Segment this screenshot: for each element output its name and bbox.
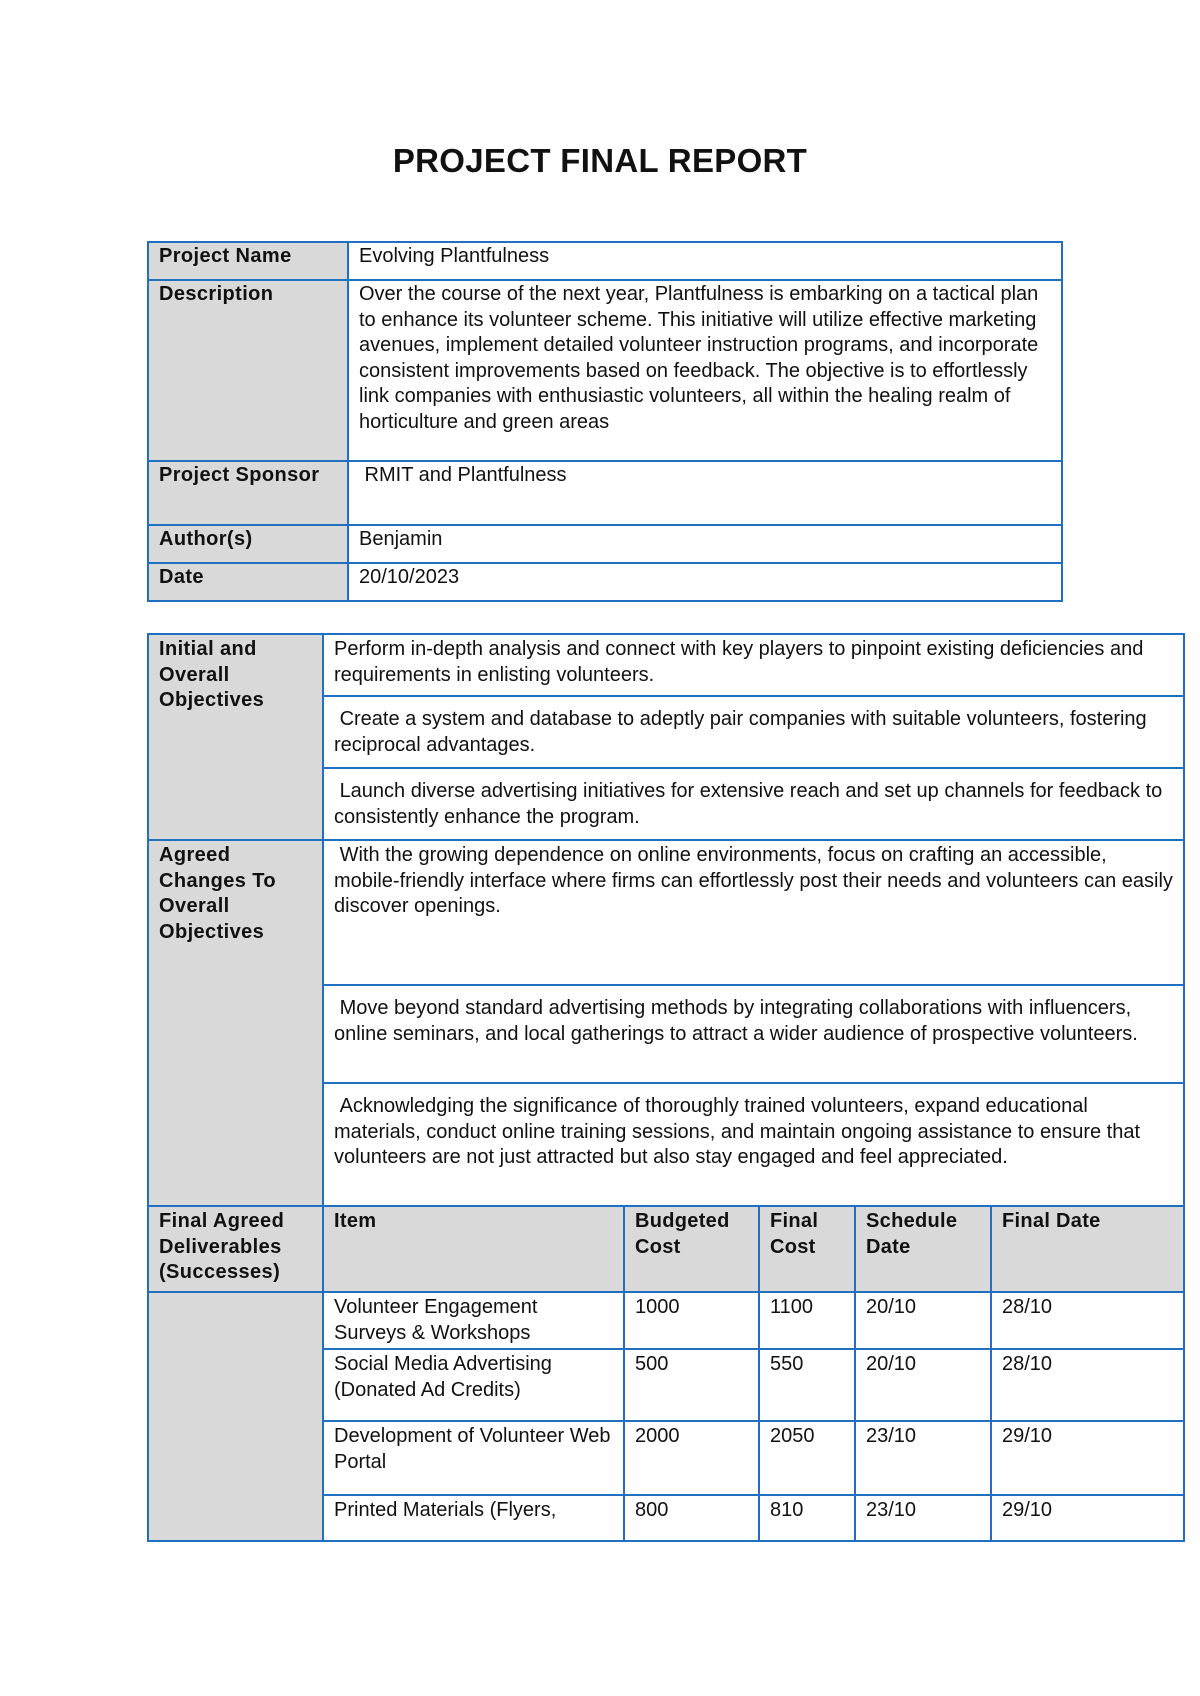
date-value: 20/10/2023 (348, 563, 1062, 601)
project-info-table (147, 241, 1063, 602)
authors-label: Author(s) (148, 525, 348, 563)
table-row (148, 242, 1062, 280)
col-header-final-cost: Final Cost (759, 1206, 855, 1292)
description-value: Over the course of the next year, Plantfulness is embarking on a tactical plan to enhance its volunteer scheme. This initiative will utilize effective marketing avenues, implement detailed volunteer instruction programs, and incorporate consistent improvements based on feedback. The objective is to effortlessly link companies with enthusiastic volunteers, all within the healing realm of horticulture and green areas (348, 280, 1062, 461)
col-header-schedule-date: Schedule Date (855, 1206, 991, 1292)
project-name-label: Project Name (148, 242, 348, 280)
project-sponsor-label: Project Sponsor (148, 461, 348, 525)
initial-objective-1: Perform in-depth analysis and connect with key players to pinpoint existing deficiencies and requirements in enlisting volunteers. (323, 634, 1184, 696)
initial-objectives-label: Initial and Overall Objectives (148, 634, 323, 840)
agreed-change-2: Move beyond standard advertising methods by integrating collaborations with influencers, online seminars, and local gatherings to attract a wider audience of prospective volunteers. (323, 985, 1184, 1083)
col-header-budgeted-cost: Budgeted Cost (624, 1206, 759, 1292)
deliverable-final-cost: 550 (759, 1349, 855, 1421)
deliverable-final-cost: 810 (759, 1495, 855, 1541)
deliverables-label: Final Agreed Deliverables (Successes) (148, 1206, 323, 1292)
deliverable-final-date: 28/10 (991, 1292, 1184, 1349)
deliverables-label-spacer (148, 1292, 323, 1541)
deliverable-final-date: 29/10 (991, 1495, 1184, 1541)
col-header-item: Item (323, 1206, 624, 1292)
agreed-change-1: With the growing dependence on online environments, focus on crafting an accessible, mobile-friendly interface where firms can effortlessly post their needs and volunteers can easily discover openings. (323, 840, 1184, 985)
deliverable-final-date: 29/10 (991, 1421, 1184, 1495)
agreed-changes-label: Agreed Changes To Overall Objectives (148, 840, 323, 1206)
deliverable-item: Development of Volunteer Web Portal (323, 1421, 624, 1495)
deliverable-final-cost: 2050 (759, 1421, 855, 1495)
deliverable-final-cost: 1100 (759, 1292, 855, 1349)
table-row (148, 840, 1184, 985)
initial-objective-2: Create a system and database to adeptly pair companies with suitable volunteers, fostering reciprocal advantages. (323, 696, 1184, 768)
objectives-table (147, 633, 1185, 1542)
table-row (148, 280, 1062, 461)
deliverable-budgeted-cost: 500 (624, 1349, 759, 1421)
table-row (148, 461, 1062, 525)
deliverable-schedule-date: 20/10 (855, 1292, 991, 1349)
table-row (148, 525, 1062, 563)
table-row (148, 1292, 1184, 1349)
deliverable-item: Printed Materials (Flyers, (323, 1495, 624, 1541)
deliverable-budgeted-cost: 2000 (624, 1421, 759, 1495)
deliverable-budgeted-cost: 1000 (624, 1292, 759, 1349)
col-header-final-date: Final Date (991, 1206, 1184, 1292)
table-row (148, 634, 1184, 696)
deliverable-item: Social Media Advertising (Donated Ad Credits) (323, 1349, 624, 1421)
table-row (148, 1206, 1184, 1292)
deliverable-final-date: 28/10 (991, 1349, 1184, 1421)
deliverable-budgeted-cost: 800 (624, 1495, 759, 1541)
date-label: Date (148, 563, 348, 601)
initial-objective-3: Launch diverse advertising initiatives for extensive reach and set up channels for feedback to consistently enhance the program. (323, 768, 1184, 840)
authors-value: Benjamin (348, 525, 1062, 563)
table-row (148, 563, 1062, 601)
description-label: Description (148, 280, 348, 461)
deliverable-schedule-date: 20/10 (855, 1349, 991, 1421)
deliverable-schedule-date: 23/10 (855, 1421, 991, 1495)
project-sponsor-value: RMIT and Plantfulness (348, 461, 1062, 525)
deliverable-schedule-date: 23/10 (855, 1495, 991, 1541)
deliverable-item: Volunteer Engagement Surveys & Workshops (323, 1292, 624, 1349)
project-name-value: Evolving Plantfulness (348, 242, 1062, 280)
agreed-change-3: Acknowledging the significance of thoroughly trained volunteers, expand educational materials, conduct online training sessions, and maintain ongoing assistance to ensure that volunteers are not just attracted but also stay engaged and feel appreciated. (323, 1083, 1184, 1206)
page-title: PROJECT FINAL REPORT (392, 142, 808, 179)
